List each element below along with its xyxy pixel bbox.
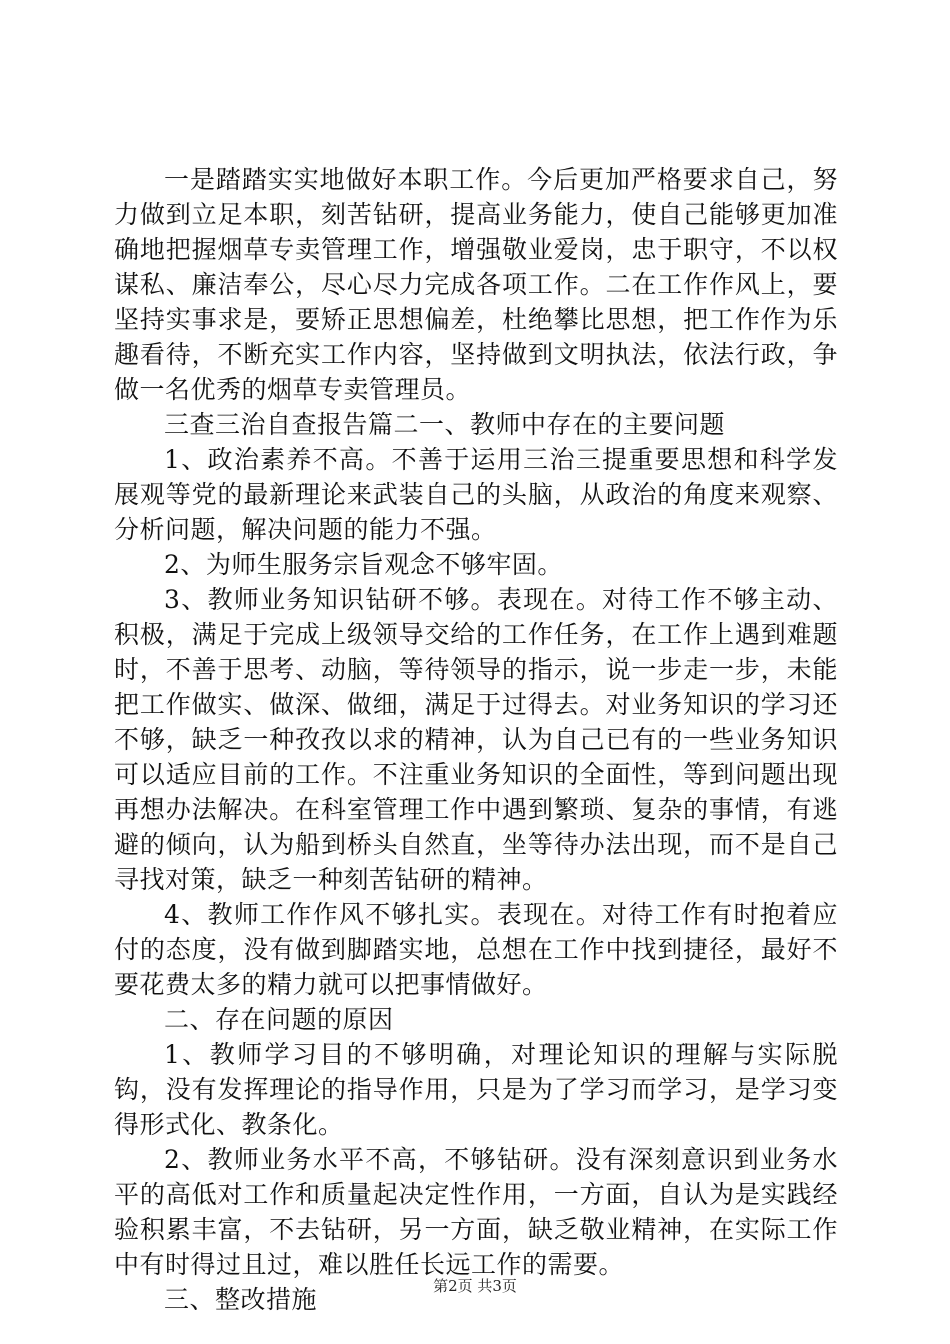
paragraph-business-level: 2、教师业务水平不高，不够钻研。没有深刻意识到业务水平的高低对工作和质量起决定性作用，一方面，自认为是实践经验积累丰富，不去钻研，另一方面，缺乏敬业精神，在实际工作中有时得过且过，难以胜任长远工作的需要。 bbox=[114, 1145, 838, 1279]
paragraph-business-knowledge: 3、教师业务知识钻研不够。表现在。对待工作不够主动、积极，满足于完成上级领导交给的工作任务，在工作上遇到难题时，不善于思考、动脑，等待领导的指示，说一步走一步，未能把工作做实、做深、做细，满足于过得去。对业务知识的学习还不够，缺乏一种孜孜以求的精神，认为自己已有的一些业务知识可以适应目前的工作。不注重业务知识的全面性，等到问题出现再想办法解决。在科室管理工作中遇到繁琐、复杂的事情，有逃避的倾向，认为船到桥头自然直，坐等待办法出现，而不是自己寻找对策，缺乏一种刻苦钻研的精神。 bbox=[114, 585, 838, 894]
paragraph-work-style: 4、教师工作作风不够扎实。表现在。对待工作有时抱着应付的态度，没有做到脚踏实地，总想在工作中找到捷径，最好不要花费太多的精力就可以把事情做好。 bbox=[114, 900, 838, 999]
paragraph-political-quality: 1、政治素养不高。不善于运用三治三提重要思想和科学发展观等党的最新理论来武装自己的头脑，从政治的角度来观察、分析问题，解决问题的能力不强。 bbox=[114, 445, 838, 544]
section-heading-measures: 三、整改措施 bbox=[164, 1285, 318, 1314]
page-number-footer: 第2页 共3页 bbox=[433, 1277, 517, 1295]
paragraph-learning-purpose: 1、教师学习目的不够明确，对理论知识的理解与实际脱钩，没有发挥理论的指导作用，只是为了学习而学习，是学习变得形式化、教条化。 bbox=[114, 1040, 838, 1139]
paragraph-service-concept: 2、为师生服务宗旨观念不够牢固。 bbox=[164, 550, 563, 579]
document-body bbox=[114, 162, 838, 1317]
paragraph-report-heading: 三查三治自查报告篇二一、教师中存在的主要问题 bbox=[164, 410, 726, 439]
paragraph-work-duty: 一是踏踏实实地做好本职工作。今后更加严格要求自己，努力做到立足本职，刻苦钻研，提高业务能力，使自己能够更加准确地把握烟草专卖管理工作，增强敬业爱岗，忠于职守，不以权谋私、廉洁奉公，尽心尽力完成各项工作。二在工作作风上，要坚持实事求是，要矫正思想偏差，杜绝攀比思想，把工作作为乐趣看待，不断充实工作内容，坚持做到文明执法，依法行政，争做一名优秀的烟草专卖管理员。 bbox=[114, 165, 838, 404]
section-heading-causes: 二、存在问题的原因 bbox=[164, 1005, 394, 1034]
